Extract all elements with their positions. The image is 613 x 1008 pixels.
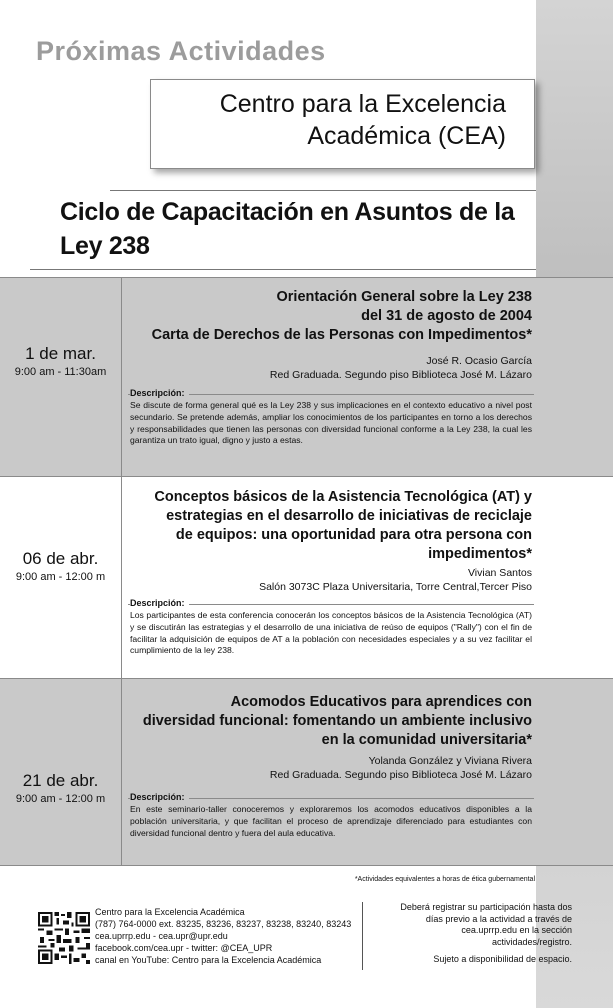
event-date: 1 de mar. bbox=[25, 344, 96, 363]
divider bbox=[128, 604, 534, 605]
description-header bbox=[128, 792, 532, 804]
event-title-line: Conceptos básicos de la Asistencia Tecnológica (AT) y bbox=[154, 489, 532, 505]
contact-line: (787) 764-0000 ext. 83235, 83236, 83237, 83238, 83240, 83243 bbox=[95, 919, 352, 929]
event-location: Red Graduada. Segundo piso Biblioteca José M. Lázaro bbox=[269, 769, 532, 781]
event-description: En este seminario-taller conoceremos y exploraremos los acomodos educativos disponibles a la población universitaria, y que facilitan el proceso de aprendizaje diferenciado para estudiantes con diversidad funcional dentro y fuera del aula educativa. bbox=[130, 804, 532, 838]
qr-code-icon[interactable] bbox=[38, 912, 90, 964]
event-content bbox=[128, 693, 532, 839]
description-label: Descripción: bbox=[130, 388, 189, 398]
registration-line: cea.uprrp.edu en la sección bbox=[461, 925, 572, 935]
event-title-line: del 31 de agosto de 2004 bbox=[361, 308, 532, 324]
organization-name-line1: Centro para la Excelencia bbox=[219, 90, 506, 118]
availability-note: Sujeto a disponibilidad de espacio. bbox=[433, 954, 572, 964]
divider bbox=[30, 269, 536, 270]
event-title-line: estrategias en el desarrollo de iniciativas de reciclaje bbox=[166, 508, 532, 524]
event-title-line: impedimentos* bbox=[428, 546, 532, 562]
description-label: Descripción: bbox=[130, 792, 189, 802]
footnote: *Actividades equivalentes a horas de ética gubernamental bbox=[354, 876, 535, 883]
series-title: Ciclo de Capacitación en Asuntos de la Ley 238 bbox=[60, 198, 515, 260]
divider bbox=[128, 798, 534, 799]
event-title-line: en la comunidad universitaria* bbox=[321, 732, 532, 748]
event-time: 9:00 am - 12:00 m bbox=[15, 571, 106, 583]
event-description: Los participantes de esta conferencia conocerán los conceptos básicos de la Asistencia Tecnológica (AT) y se discutirán las estrategias y el desarrollo de una iniciativa de reúso de equipos ("Rally") con el fin de facilitar la adquisición de equipos de AT a la población con necesidades especiales y a su vez facilitar el cumplimiento de la ley 238. bbox=[130, 610, 532, 656]
event-speaker: Yolanda González y Viviana Rivera bbox=[368, 755, 532, 767]
event-location: Salón 3073C Plaza Universitaria, Torre Central,Tercer Piso bbox=[259, 581, 532, 593]
event-date-column bbox=[0, 278, 122, 476]
event-title-line: Orientación General sobre la Ley 238 bbox=[276, 289, 532, 305]
event-title-line: Acomodos Educativos para aprendices con bbox=[230, 694, 532, 710]
registration-line: días previo a la actividad a través de bbox=[425, 913, 572, 924]
description-header bbox=[128, 388, 532, 400]
event-title-line: Carta de Derechos de las Personas con Impedimentos* bbox=[151, 327, 532, 343]
contact-info bbox=[95, 906, 351, 966]
event-content bbox=[128, 488, 532, 657]
event-card bbox=[0, 277, 613, 476]
event-date-column bbox=[0, 477, 122, 678]
event-speaker: José R. Ocasio García bbox=[426, 355, 532, 367]
description-header bbox=[128, 598, 532, 610]
event-date-column bbox=[0, 679, 122, 865]
event-description: Se discute de forma general qué es la Ley 238 y sus implicaciones en el contexto educativo a nivel post secundario. Se pretende además, ampliar los conocimientos de los participantes en torno a los derechos y responsabilidades que tienen las personas con diversidad funcional conforme a la Ley 238, la cual les garantiza un trato igual, digno y justo a estas. bbox=[130, 400, 532, 446]
contact-line[interactable]: canal en YouTube: Centro para la Excelencia Académica bbox=[95, 955, 322, 965]
event-date: 21 de abr. bbox=[22, 771, 99, 790]
registration-info bbox=[372, 902, 572, 966]
event-title-line: de equipos: una oportunidad para otra persona con bbox=[175, 527, 532, 543]
event-time: 9:00 am - 11:30am bbox=[14, 366, 107, 378]
organization-name-line2: Académica (CEA) bbox=[307, 122, 506, 150]
event-time: 9:00 am - 12:00 m bbox=[15, 793, 106, 805]
divider bbox=[110, 190, 536, 191]
event-card bbox=[0, 678, 613, 866]
contact-line[interactable]: facebook.com/cea.upr - twitter: @CEA_UPR bbox=[95, 943, 273, 953]
divider bbox=[362, 902, 363, 970]
divider bbox=[128, 394, 534, 395]
event-content bbox=[128, 288, 532, 447]
contact-line[interactable]: cea.uprrp.edu - cea.upr@upr.edu bbox=[95, 931, 228, 941]
event-card bbox=[0, 476, 613, 678]
registration-line: Deberá registrar su participación hasta dos bbox=[400, 902, 572, 912]
event-location: Red Graduada. Segundo piso Biblioteca José M. Lázaro bbox=[269, 369, 532, 381]
registration-line: actividades/registro. bbox=[491, 936, 572, 947]
event-date: 06 de abr. bbox=[22, 549, 99, 568]
description-label: Descripción: bbox=[130, 598, 189, 608]
organization-box bbox=[150, 79, 535, 169]
event-speaker: Vivian Santos bbox=[467, 567, 532, 579]
contact-line: Centro para la Excelencia Académica bbox=[95, 907, 245, 917]
event-title-line: diversidad funcional: fomentando un ambiente inclusivo bbox=[142, 713, 532, 729]
page-title: Próximas Actividades bbox=[36, 36, 326, 66]
